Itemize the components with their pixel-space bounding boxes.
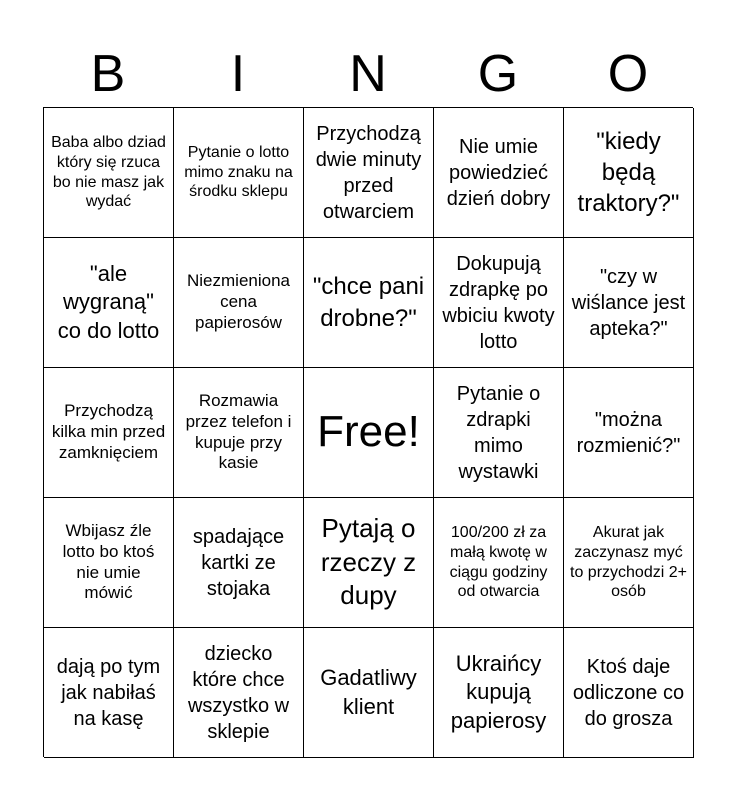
bingo-cell-r2c4[interactable]: [434, 238, 564, 368]
bingo-cell-r3c4[interactable]: [434, 368, 564, 498]
header-letter-i: I: [230, 45, 246, 103]
bingo-header: [43, 40, 693, 108]
bingo-cell-r5c2[interactable]: [174, 628, 304, 758]
cell-text: Ktoś daje odliczone co do grosza: [572, 655, 685, 730]
bingo-cell-r4c5[interactable]: [564, 498, 694, 628]
bingo-cell-r2c1[interactable]: [44, 238, 174, 368]
cell-text: "chce pani drobne?": [312, 273, 425, 332]
cell-text: dziecko które chce wszystko w sklepie: [187, 642, 290, 743]
free-space-text: Free!: [317, 407, 420, 457]
cell-text: "ale wygraną" co do lotto: [57, 260, 160, 343]
bingo-cell-r4c2[interactable]: [174, 498, 304, 628]
cell-text: Przychodzą dwie minuty przed otwarciem: [315, 122, 422, 223]
cell-text: Dokupują zdrapkę po wbiciu kwoty lotto: [442, 252, 555, 353]
bingo-cell-r5c1[interactable]: [44, 628, 174, 758]
header-letter-b: B: [90, 45, 126, 103]
cell-text: Ukraińcy kupują papierosy: [450, 650, 547, 733]
cell-text: Wbijasz źle lotto bo ktoś nie umie mówić: [62, 521, 155, 603]
bingo-cell-free[interactable]: [304, 368, 434, 498]
bingo-cell-r5c4[interactable]: [434, 628, 564, 758]
bingo-cell-r2c5[interactable]: [564, 238, 694, 368]
bingo-cell-r1c1[interactable]: [44, 108, 174, 238]
cell-text: Pytanie o zdrapki mimo wystawki: [456, 382, 541, 483]
cell-text: Rozmawia przez telefon i kupuje przy kasie: [185, 391, 292, 473]
bingo-cell-r2c2[interactable]: [174, 238, 304, 368]
cell-text: "można rozmienić?": [576, 408, 681, 457]
cell-text: dają po tym jak nabiłaś na kasę: [56, 655, 161, 730]
bingo-cell-r5c5[interactable]: [564, 628, 694, 758]
bingo-cell-r1c2[interactable]: [174, 108, 304, 238]
cell-text: Akurat jak zaczynasz myć to przychodzi 2+ osób: [570, 524, 687, 601]
bingo-cell-r3c1[interactable]: [44, 368, 174, 498]
header-letter-n: N: [349, 45, 387, 103]
bingo-cell-r1c5[interactable]: [564, 108, 694, 238]
header-letter-g: G: [477, 45, 519, 103]
cell-text: spadające kartki ze stojaka: [192, 525, 285, 600]
bingo-cell-r3c2[interactable]: [174, 368, 304, 498]
cell-text: "kiedy będą traktory?": [577, 127, 680, 218]
cell-text: Przychodzą kilka min przed zamknięciem: [51, 401, 166, 462]
bingo-cell-r2c3[interactable]: [304, 238, 434, 368]
cell-text: Nie umie powiedzieć dzień dobry: [446, 135, 551, 210]
cell-text: "czy w wiślance jest apteka?": [571, 265, 686, 340]
header-letter-o: O: [607, 45, 649, 103]
cell-text: Gadatliwy klient: [320, 664, 417, 719]
bingo-cell-r3c5[interactable]: [564, 368, 694, 498]
bingo-cell-r1c3[interactable]: [304, 108, 434, 238]
bingo-cell-r1c4[interactable]: [434, 108, 564, 238]
bingo-cell-r4c1[interactable]: [44, 498, 174, 628]
bingo-board: [43, 107, 693, 757]
cell-text: 100/200 zł za małą kwotę w ciągu godziny od otwarcia: [449, 524, 548, 601]
cell-text: Baba albo dziad który się rzuca bo nie masz jak wydać: [51, 134, 166, 211]
cell-text: Niezmieniona cena papierosów: [187, 271, 290, 332]
cell-text: Pytają o rzeczy z dupy: [320, 512, 417, 611]
bingo-cell-r5c3[interactable]: [304, 628, 434, 758]
cell-text: Pytanie o lotto mimo znaku na środku sklepu: [184, 144, 293, 201]
bingo-cell-r4c3[interactable]: [304, 498, 434, 628]
bingo-cell-r4c4[interactable]: [434, 498, 564, 628]
